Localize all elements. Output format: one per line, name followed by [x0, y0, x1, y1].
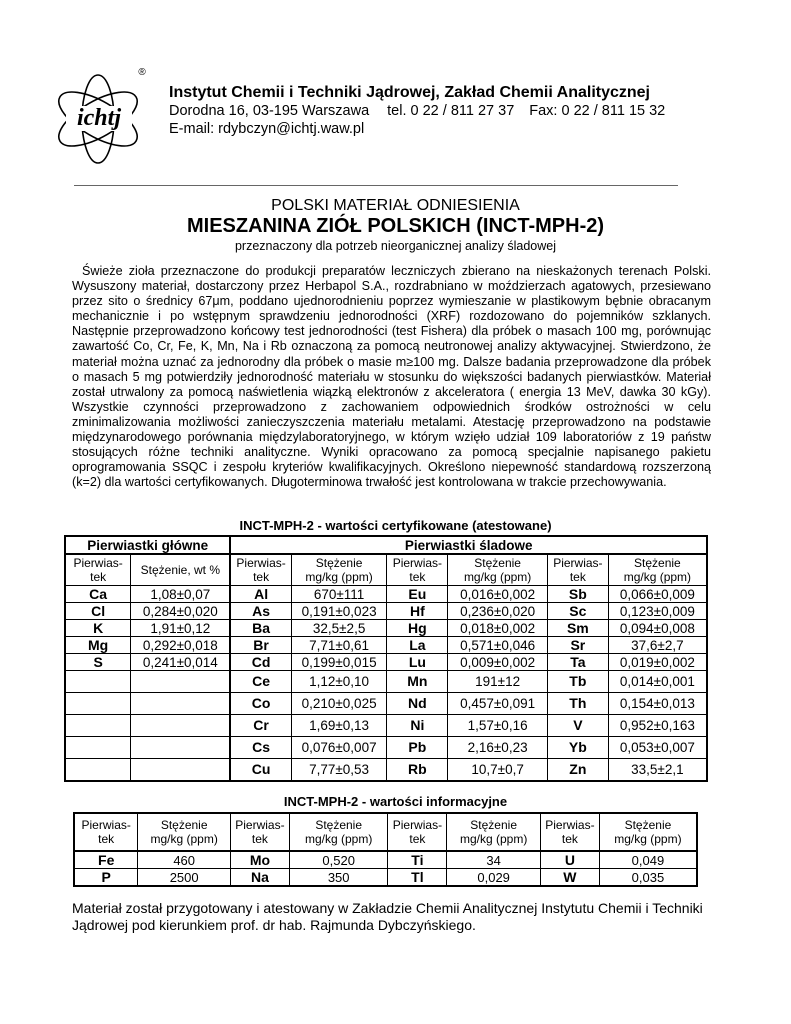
concentration-cell: 0,014±0,001: [608, 671, 707, 693]
concentration-cell: 1,69±0,13: [291, 715, 387, 737]
element-symbol-cell: Lu: [387, 654, 448, 671]
col-element-header: Pierwias- tek: [65, 554, 131, 586]
group-header-row: [65, 536, 707, 554]
col-trace-conc-header: Stężenie mg/kg (ppm): [291, 554, 387, 586]
concentration-cell: 1,91±0,12: [131, 620, 231, 637]
institute-email: E-mail: rdybczyn@ichtj.waw.pl: [169, 121, 365, 137]
contact-line: [169, 102, 769, 120]
document-subtitle: POLSKI MATERIAŁ ODNIESIENIA: [271, 197, 520, 214]
col-element-header: Pierwias- tek: [74, 813, 138, 851]
concentration-cell: 191±12: [448, 671, 548, 693]
concentration-cell: 0,094±0,008: [608, 620, 707, 637]
col-conc-header: Stężenie mg/kg (ppm): [289, 813, 388, 851]
element-symbol-cell: Tl: [388, 869, 447, 887]
concentration-cell: 0,123±0,009: [608, 603, 707, 620]
institute-phone: tel. 0 22 / 811 27 37: [387, 103, 515, 119]
concentration-cell: 0,009±0,002: [448, 654, 548, 671]
concentration-cell: 0,571±0,046: [448, 637, 548, 654]
element-symbol-cell: Tb: [547, 671, 608, 693]
concentration-cell: [131, 715, 231, 737]
element-symbol-cell: Cu: [230, 759, 291, 782]
table-row: [65, 586, 707, 603]
certified-values-table: [64, 535, 708, 782]
trace-elements-header: Pierwiastki śladowe: [230, 536, 707, 554]
element-symbol-cell: Zn: [547, 759, 608, 782]
table-row: [65, 654, 707, 671]
concentration-cell: 7,77±0,53: [291, 759, 387, 782]
concentration-cell: 1,08±0,07: [131, 586, 231, 603]
concentration-cell: 0,018±0,002: [448, 620, 548, 637]
element-symbol-cell: Co: [230, 693, 291, 715]
table-row: [65, 693, 707, 715]
concentration-cell: 0,016±0,002: [448, 586, 548, 603]
concentration-cell: 670±111: [291, 586, 387, 603]
element-symbol-cell: Ca: [65, 586, 131, 603]
table-row: [65, 603, 707, 620]
institute-info: [169, 83, 769, 138]
institute-name: Instytut Chemii i Techniki Jądrowej, Zakład Chemii Analitycznej: [169, 84, 650, 101]
concentration-cell: 10,7±0,7: [448, 759, 548, 782]
element-symbol-cell: Yb: [547, 737, 608, 759]
element-symbol-cell: [65, 693, 131, 715]
element-symbol-cell: Cs: [230, 737, 291, 759]
institute-fax: Fax: 0 22 / 811 15 32: [529, 103, 666, 119]
element-symbol-cell: Sm: [547, 620, 608, 637]
element-symbol-cell: [65, 737, 131, 759]
element-symbol-cell: [65, 759, 131, 782]
element-symbol-cell: Fe: [74, 851, 138, 869]
certified-table-caption: INCT-MPH-2 - wartości certyfikowane (atestowane): [239, 518, 552, 533]
concentration-cell: 0,952±0,163: [608, 715, 707, 737]
element-symbol-cell: Mn: [387, 671, 448, 693]
element-symbol-cell: P: [74, 869, 138, 887]
element-symbol-cell: [65, 671, 131, 693]
concentration-cell: 2,16±0,23: [448, 737, 548, 759]
element-symbol-cell: Sr: [547, 637, 608, 654]
concentration-cell: 0,076±0,007: [291, 737, 387, 759]
header-divider: [74, 185, 678, 186]
concentration-cell: 37,6±2,7: [608, 637, 707, 654]
logo-text: ichtj: [76, 105, 122, 131]
table-row: [65, 737, 707, 759]
element-symbol-cell: Mg: [65, 637, 131, 654]
concentration-cell: 0,210±0,025: [291, 693, 387, 715]
col-trace-conc-header: Stężenie mg/kg (ppm): [608, 554, 707, 586]
col-element-header: Pierwias- tek: [540, 813, 599, 851]
body-paragraph: Świeże zioła przeznaczone do produkcji preparatów leczniczych zbierano na nieskażonych terenach Polski. Wysuszony materiał, dostarczony przez Herbapol S.A., rozdrabniano w moździerzach agatowych, przesiewano przez sito o średnicy 67μm, poddano ujednorodnieniu poprzez wymieszanie w plastikowym bębnie obracanym mechanicznie i po wstępnym sprawdzeniu jednorodności (XRF) rozdozowano do pojemników szklanych. Następnie przeprowadzono końcowy test jednorodności (test Fishera) dla próbek o masach 100 mg, porównując zawartość Co, Cr, Fe, K, Mn, Na i Rb oznaczoną za pomocą neutronowej analizy aktywacyjnej. Stwierdzono, że materiał można uznać za jednorodny dla próbek o masie m≥100 mg. Dalsze badania przeprowadzone dla próbek o masach 5 mg potwierdziły jednorodność materiału w stosunku do większości badanych pierwiastków. Materiał został utrwalony za pomocą naświetlenia wiązką elektronów z akceleratora ( energia 13 MeV, dawka 30 kGy). Wszystkie czynności przeprowadzono z zachowaniem odpowiednich środków ostrożności w celu zminimalizowania możliwości zanieczyszczenia materiału metalami. Atestację przeprowadzono na podstawie międzynarodowego porównania międzylaboratoryjnego, w którym wzięło udział 109 laboratoriów z 19 państw stosujących różne techniki analityczne. Wyniki opracowano za pomocą specjalnie napisanego pakietu oprogramowania SSQC i zespołu kryteriów kwalifikacyjnych. Określono niepewność standardową rozszerzoną (k=2) dla wartości certyfikowanych. Długoterminowa trwałość jest kontrolowana w trakcie przechowywania.: [72, 264, 711, 490]
concentration-cell: 7,71±0,61: [291, 637, 387, 654]
element-symbol-cell: U: [540, 851, 599, 869]
col-major-conc-header: Stężenie, wt %: [131, 554, 231, 586]
institute-logo: [48, 62, 156, 166]
concentration-cell: 0,029: [447, 869, 541, 887]
element-symbol-cell: Th: [547, 693, 608, 715]
table-row: [65, 637, 707, 654]
concentration-cell: 0,520: [289, 851, 388, 869]
informative-values-table: [73, 812, 698, 887]
element-symbol-cell: K: [65, 620, 131, 637]
col-conc-header: Stężenie mg/kg (ppm): [138, 813, 231, 851]
concentration-cell: [131, 671, 231, 693]
table-row: [65, 671, 707, 693]
element-symbol-cell: Br: [230, 637, 291, 654]
element-symbol-cell: S: [65, 654, 131, 671]
element-symbol-cell: Cd: [230, 654, 291, 671]
element-symbol-cell: Na: [230, 869, 289, 887]
concentration-cell: 460: [138, 851, 231, 869]
institute-address: Dorodna 16, 03-195 Warszawa: [169, 103, 370, 119]
table-row: [74, 869, 697, 887]
document-title: MIESZANINA ZIÓŁ POLSKICH (INCT-MPH-2): [186, 215, 605, 237]
table-row: [65, 715, 707, 737]
concentration-cell: 0,284±0,020: [131, 603, 231, 620]
concentration-cell: 0,049: [599, 851, 697, 869]
element-symbol-cell: Cr: [230, 715, 291, 737]
concentration-cell: 0,066±0,009: [608, 586, 707, 603]
element-symbol-cell: Pb: [387, 737, 448, 759]
registered-mark: ®: [138, 67, 146, 78]
col-element-header: Pierwias- tek: [230, 813, 289, 851]
element-symbol-cell: Hg: [387, 620, 448, 637]
element-symbol-cell: Ce: [230, 671, 291, 693]
element-symbol-cell: W: [540, 869, 599, 887]
col-element-header: Pierwias- tek: [230, 554, 291, 586]
column-header-row: [65, 554, 707, 586]
element-symbol-cell: Sb: [547, 586, 608, 603]
concentration-cell: [131, 759, 231, 782]
concentration-cell: 2500: [138, 869, 231, 887]
element-symbol-cell: Al: [230, 586, 291, 603]
concentration-cell: 0,035: [599, 869, 697, 887]
footer-note: Materiał został przygotowany i atestowany w Zakładzie Chemii Analitycznej Instytutu Chemii i Techniki Jądrowej pod kierunkiem prof. dr hab. Rajmunda Dybczyńskiego.: [72, 900, 703, 933]
col-conc-header: Stężenie mg/kg (ppm): [599, 813, 697, 851]
table-row: [65, 759, 707, 782]
element-symbol-cell: Hf: [387, 603, 448, 620]
informative-table-caption: INCT-MPH-2 - wartości informacyjne: [283, 794, 508, 809]
element-symbol-cell: V: [547, 715, 608, 737]
concentration-cell: 0,236±0,020: [448, 603, 548, 620]
element-symbol-cell: Sc: [547, 603, 608, 620]
element-symbol-cell: Cl: [65, 603, 131, 620]
element-symbol-cell: Ni: [387, 715, 448, 737]
element-symbol-cell: [65, 715, 131, 737]
col-element-header: Pierwias- tek: [387, 554, 448, 586]
element-symbol-cell: La: [387, 637, 448, 654]
element-symbol-cell: As: [230, 603, 291, 620]
element-symbol-cell: Ti: [388, 851, 447, 869]
col-conc-header: Stężenie mg/kg (ppm): [447, 813, 541, 851]
col-element-header: Pierwias- tek: [388, 813, 447, 851]
concentration-cell: [131, 693, 231, 715]
concentration-cell: 0,191±0,023: [291, 603, 387, 620]
table-row: [74, 851, 697, 869]
element-symbol-cell: Ba: [230, 620, 291, 637]
element-symbol-cell: Eu: [387, 586, 448, 603]
col-element-header: Pierwias- tek: [547, 554, 608, 586]
concentration-cell: 34: [447, 851, 541, 869]
document-description: przeznaczony dla potrzeb nieorganicznej analizy śladowej: [234, 239, 557, 253]
concentration-cell: 32,5±2,5: [291, 620, 387, 637]
concentration-cell: 1,57±0,16: [448, 715, 548, 737]
concentration-cell: 0,053±0,007: [608, 737, 707, 759]
element-symbol-cell: Mo: [230, 851, 289, 869]
concentration-cell: 0,292±0,018: [131, 637, 231, 654]
element-symbol-cell: Nd: [387, 693, 448, 715]
concentration-cell: 0,199±0,015: [291, 654, 387, 671]
concentration-cell: 0,241±0,014: [131, 654, 231, 671]
concentration-cell: 1,12±0,10: [291, 671, 387, 693]
element-symbol-cell: Rb: [387, 759, 448, 782]
column-header-row: [74, 813, 697, 851]
concentration-cell: 0,457±0,091: [448, 693, 548, 715]
concentration-cell: 350: [289, 869, 388, 887]
concentration-cell: [131, 737, 231, 759]
table-row: [65, 620, 707, 637]
col-trace-conc-header: Stężenie mg/kg (ppm): [448, 554, 548, 586]
element-symbol-cell: Ta: [547, 654, 608, 671]
major-elements-header: Pierwiastki główne: [65, 536, 230, 554]
concentration-cell: 0,154±0,013: [608, 693, 707, 715]
concentration-cell: 0,019±0,002: [608, 654, 707, 671]
concentration-cell: 33,5±2,1: [608, 759, 707, 782]
